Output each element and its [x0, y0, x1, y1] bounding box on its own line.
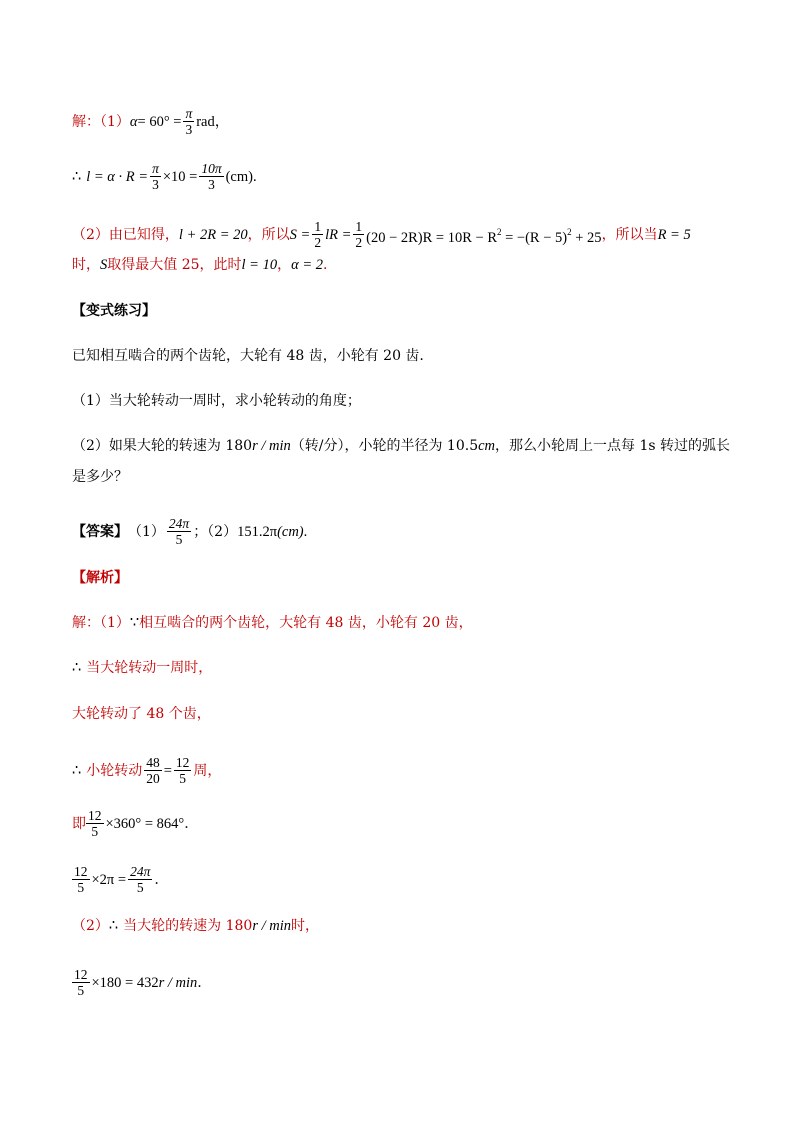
l-equals-10: l = 10 — [241, 257, 278, 273]
cm-unit-2: cm — [478, 438, 496, 454]
fraction-12-5-d: $\frac{12}{5}$ — [74, 967, 88, 998]
fraction-48-20: $\frac{48}{20}$ — [146, 755, 160, 786]
fraction-12-5: $\frac{12}{5}$ — [175, 755, 190, 786]
pi-over-3-fraction-2: $\frac{\pi}{3}$ — [152, 161, 159, 192]
solution2-label: （2）由已知得， — [72, 226, 179, 243]
question-part2-line2: 是多少？ — [72, 469, 128, 485]
ten-pi-over-3-fraction: $\frac{10\pi}{3}$ — [201, 161, 222, 192]
answer-fraction: $\frac{24\pi}{5}$ — [168, 516, 190, 547]
times-ten: ×10 = — [162, 168, 198, 185]
answer-label: 【答案】 — [72, 523, 128, 540]
question-part2-line1: （2）如果大轮的转速为 180 r / min （转/分），小轮的半径为 10.5 cm ，那么小轮周上一点每 1s 转过的弧长 — [72, 438, 731, 454]
fraction-24pi-5: $\frac{24\pi}{5}$ — [130, 864, 151, 895]
analysis-part2-line1: （2） ∴ 当大轮的转速为 180 r / min 时， — [72, 918, 319, 934]
analysis-line4: ∴ 小轮转动 $\frac{48}{20}$ = $\frac{12}{5}$ 周， — [72, 755, 222, 786]
question-intro: 已知相互啮合的两个齿轮，大轮有 48 齿，小轮有 20 齿. — [72, 348, 424, 364]
pi-over-3-fraction: $\frac{\pi}{3}$ — [185, 106, 193, 137]
therefore-symbol-4: ∴ — [108, 918, 119, 934]
question-part1: （1）当大轮转动一周时，求小轮转动的角度； — [72, 393, 361, 409]
speed-conversion: ×180 = 432 — [91, 974, 159, 991]
fraction-12-5-c: $\frac{12}{5}$ — [74, 864, 88, 895]
analysis-line1: 解：（1） ∵ 相互啮合的两个齿轮，大轮有 48 齿，小轮有 20 齿， — [72, 615, 473, 631]
analysis-line3: 大轮转动了 48 个齿， — [72, 706, 211, 722]
solution-label: 解：（1） — [72, 113, 130, 130]
analysis-line2: ∴ 当大轮转动一周时， — [72, 660, 213, 676]
analysis-line5: 即 $\frac{12}{5}$ ×360° = 864° ． — [72, 808, 199, 839]
arc-length-lhs: l = α · R = — [86, 168, 149, 185]
rad-unit: rad， — [196, 113, 230, 130]
alpha-equals-2: α = 2 — [291, 257, 323, 273]
degree-conversion: ×360° = 864° — [105, 815, 185, 832]
fraction-12-5-b: $\frac{12}{5}$ — [88, 808, 102, 839]
analysis-header: 【解析】 — [72, 570, 128, 586]
speed-unit: r / min — [252, 438, 291, 454]
condition-equation: l + 2R = 20 — [178, 226, 248, 243]
analysis-line6: $\frac{12}{5}$ ×2π = $\frac{24\pi}{5}$ ． — [74, 864, 169, 895]
analysis-part2-line2: $\frac{12}{5}$ ×180 = 432 r / min ． — [74, 967, 212, 998]
therefore-symbol-3: ∴ — [72, 762, 82, 779]
answer-part2: 151.2π — [237, 523, 278, 540]
area-lhs: S = — [289, 226, 311, 243]
therefore-symbol: ∴ — [72, 168, 82, 185]
solution-part1-line2: ∴ l = α · R = $\frac{\pi}{3}$ ×10 = $\frac{10\pi}{3}$ (cm) . — [72, 161, 257, 192]
speed-unit-2: r / min — [252, 918, 291, 934]
degree-equation: = 60° = — [137, 113, 182, 130]
answer-line: 【答案】 （1） $\frac{24\pi}{5}$ ；（2） 151.2π (cm) . — [72, 516, 308, 547]
solution-part2-line1: （2）由已知得， l + 2R = 20 ，所以 S = $\frac{1}{2}$ lR = $\frac{1}{2}$ $(20 - 2R)R = 10R - R^2 = -(R - 5)^2 + 25$ ，所以当 R = 5 — [72, 219, 691, 250]
s-symbol: S — [100, 257, 108, 273]
therefore-symbol-2: ∴ — [72, 660, 82, 676]
half-fraction-2: $\frac{1}{2}$ — [355, 219, 363, 250]
area-expression: $(20 - 2R)R = 10R - R^2 = -(R - 5)^2 + 25$ — [366, 226, 602, 246]
alpha-symbol: α — [129, 113, 138, 130]
solution-part1-line1 — [72, 106, 229, 137]
variant-header: 【变式练习】 — [72, 303, 156, 319]
radian-conversion: ×2π = — [91, 871, 127, 888]
half-fraction: $\frac{1}{2}$ — [314, 219, 322, 250]
cm-unit: (cm) — [225, 168, 253, 185]
because-symbol: ∵ — [129, 615, 140, 631]
r-equals-5: R = 5 — [657, 226, 691, 243]
solution-part2-line2: 时， S 取得最大值 25，此时 l = 10 ， α = 2 . — [72, 257, 328, 273]
